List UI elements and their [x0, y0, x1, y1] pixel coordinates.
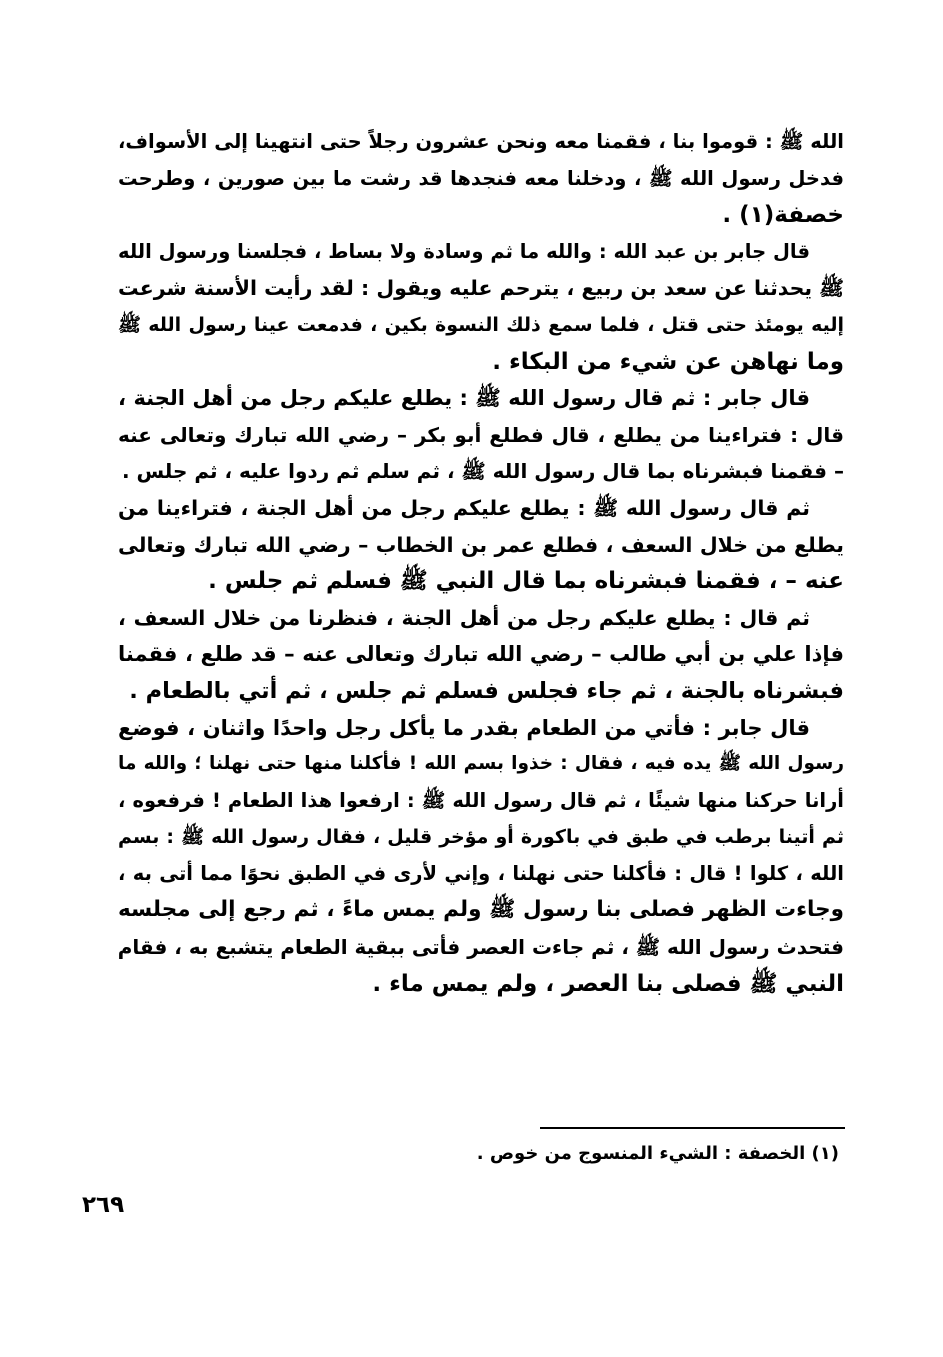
text-line: خصفة(١) .: [722, 202, 844, 229]
text-line: الله ﷺ : قوموا بنا ، فقمنا معه ونحن عشرون رجلاً حتى انتهينا إلى الأسواف،: [118, 130, 844, 153]
text-line: إليه يومئذ حتى قتل ، فلما سمع ذلك النسوة بكين ، فدمعت عينا رسول الله ﷺ: [118, 313, 844, 336]
text-line: فدخل رسول الله ﷺ ، ودخلنا معه فنجدها قد رشت ما بين صورين ، وطرحت: [118, 166, 844, 190]
page-number: ٢٦٩: [82, 1192, 125, 1218]
text-line: ﷺ يحدثنا عن سعد بن ربيع ، يترحم عليه ويقول : لقد رأيت الأسنة شرعت: [118, 276, 844, 301]
text-line: ثم قال : يطلع عليكم رجل من أهل الجنة ، فنظرنا من خلال السعف ،: [118, 605, 810, 630]
text-line: قال جابر : فأتي من الطعام بقدر ما يأكل رجل واحدًا واثنان ، فوضع: [118, 715, 810, 740]
footnote: (١) الخصفة : الشيء المنسوج من خوص .: [476, 1143, 839, 1164]
text-line: – فقمنا فبشرناه بما قال رسول الله ﷺ ، ثم سلم ثم ردوا عليه ، ثم جلس .: [121, 459, 844, 484]
text-line: وجاءت الظهر فصلى بنا رسول ﷺ ولم يمس ماءً ، ثم رجع إلى مجلسه: [118, 897, 844, 923]
text-line: النبي ﷺ فصلى بنا العصر ، ولم يمس ماء .: [372, 970, 844, 997]
text-line: رسول الله ﷺ يده فيه ، فقال : خذوا بسم الله ! فأكلنا منها حتى نهلنا ؛ والله ما: [118, 753, 844, 775]
text-line: فبشرناه بالجنة ، ثم جاء فجلس فسلم ثم جلس ، ثم أتي بالطعام .: [129, 677, 844, 704]
text-line: أرانا حركنا منها شيئًا ، ثم قال رسول الله ﷺ : ارفعوا هذا الطعام ! فرفعوه ،: [118, 788, 844, 812]
text-line: فإذا علي بن أبي طالب – رضي الله تبارك وتعالى عنه – قد طلع ، فقمنا: [118, 642, 844, 667]
text-line: الله ، كلوا ! قال : فأكلنا حتى نهلنا ، وإني لأرى في الطبق نحوًا مما أتى به ،: [118, 861, 844, 885]
text-line: يطلع من خلال السعف ، فطلع عمر بن الخطاب – رضي الله تبارك وتعالى: [118, 532, 844, 557]
text-line: فتحدث رسول الله ﷺ ، ثم جاءت العصر فأتى ببقية الطعام يتشبع به ، فقام: [118, 935, 844, 960]
footnote-divider: [540, 1127, 845, 1129]
main-text: [118, 124, 844, 1002]
text-line: عنه – ، فقمنا فبشرناه بما قال النبي ﷺ فسلم ثم جلس .: [208, 568, 844, 595]
text-line: وما نهاهن عن شيء من البكاء .: [492, 348, 844, 375]
text-line: ثم قال رسول الله ﷺ : يطلع عليكم رجل من أهل الجنة ، فتراءينا من: [118, 495, 810, 520]
text-line: قال : فتراءينا من يطلع ، قال فطلع أبو بكر – رضي الله تبارك وتعالى عنه: [118, 422, 844, 447]
text-line: قال جابر : ثم قال رسول الله ﷺ : يطلع عليكم رجل من أهل الجنة ،: [118, 386, 810, 411]
text-line: ثم أتينا برطب في طبق في باكورة أو مؤخر قليل ، فقال رسول الله ﷺ : بسم: [118, 826, 844, 849]
text-line: قال جابر بن عبد الله : والله ما ثم وسادة ولا بساط ، فجلسنا ورسول الله: [118, 239, 810, 263]
